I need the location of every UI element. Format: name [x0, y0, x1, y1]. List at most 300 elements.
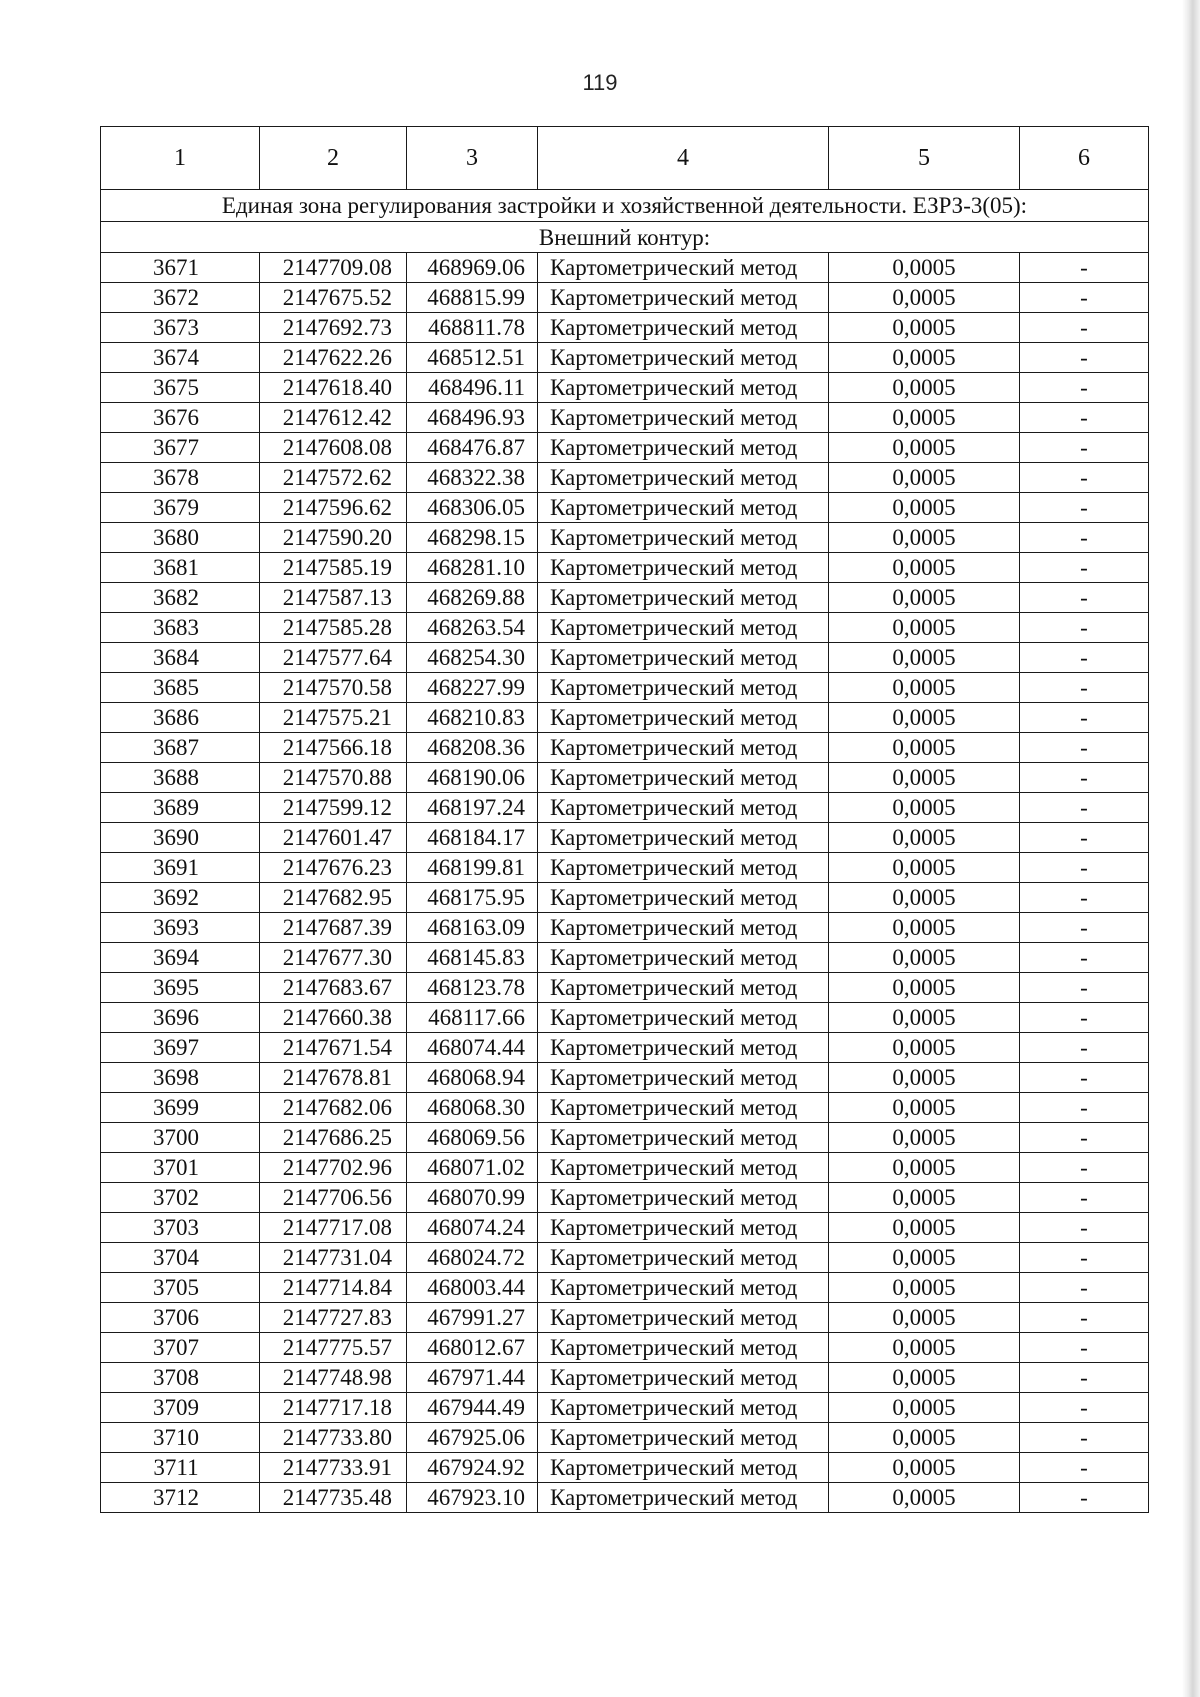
method-cell: Картометрический метод	[538, 283, 829, 313]
note-cell: -	[1020, 313, 1149, 343]
table-row	[101, 763, 1149, 793]
scanned-page-edge	[1182, 0, 1200, 1697]
table-row	[101, 1423, 1149, 1453]
accuracy-cell: 0,0005	[829, 1093, 1020, 1123]
point-number-cell: 3711	[101, 1453, 260, 1483]
note-cell: -	[1020, 1393, 1149, 1423]
point-number-cell: 3708	[101, 1363, 260, 1393]
y-coordinate-cell: 468123.78	[407, 973, 538, 1003]
x-coordinate-cell: 2147676.23	[260, 853, 407, 883]
note-cell: -	[1020, 1243, 1149, 1273]
x-coordinate-cell: 2147775.57	[260, 1333, 407, 1363]
note-cell: -	[1020, 673, 1149, 703]
note-cell: -	[1020, 613, 1149, 643]
note-cell: -	[1020, 643, 1149, 673]
x-coordinate-cell: 2147622.26	[260, 343, 407, 373]
method-cell: Картометрический метод	[538, 1423, 829, 1453]
note-cell: -	[1020, 1423, 1149, 1453]
method-cell: Картометрический метод	[538, 1273, 829, 1303]
point-number-cell: 3709	[101, 1393, 260, 1423]
accuracy-cell: 0,0005	[829, 793, 1020, 823]
note-cell: -	[1020, 1483, 1149, 1513]
accuracy-cell: 0,0005	[829, 463, 1020, 493]
point-number-cell: 3673	[101, 313, 260, 343]
accuracy-cell: 0,0005	[829, 373, 1020, 403]
note-cell: -	[1020, 403, 1149, 433]
note-cell: -	[1020, 583, 1149, 613]
method-cell: Картометрический метод	[538, 253, 829, 283]
accuracy-cell: 0,0005	[829, 703, 1020, 733]
note-cell: -	[1020, 343, 1149, 373]
coordinates-table	[100, 126, 1149, 1513]
y-coordinate-cell: 468068.94	[407, 1063, 538, 1093]
header-cell-1: 1	[101, 127, 260, 190]
method-cell: Картометрический метод	[538, 343, 829, 373]
y-coordinate-cell: 468070.99	[407, 1183, 538, 1213]
point-number-cell: 3702	[101, 1183, 260, 1213]
method-cell: Картометрический метод	[538, 313, 829, 343]
point-number-cell: 3710	[101, 1423, 260, 1453]
note-cell: -	[1020, 253, 1149, 283]
x-coordinate-cell: 2147727.83	[260, 1303, 407, 1333]
point-number-cell: 3675	[101, 373, 260, 403]
accuracy-cell: 0,0005	[829, 1423, 1020, 1453]
y-coordinate-cell: 468210.83	[407, 703, 538, 733]
table-row	[101, 1363, 1149, 1393]
x-coordinate-cell: 2147585.19	[260, 553, 407, 583]
note-cell: -	[1020, 853, 1149, 883]
note-cell: -	[1020, 763, 1149, 793]
x-coordinate-cell: 2147660.38	[260, 1003, 407, 1033]
note-cell: -	[1020, 823, 1149, 853]
x-coordinate-cell: 2147572.62	[260, 463, 407, 493]
note-cell: -	[1020, 1453, 1149, 1483]
accuracy-cell: 0,0005	[829, 643, 1020, 673]
method-cell: Картометрический метод	[538, 1213, 829, 1243]
accuracy-cell: 0,0005	[829, 853, 1020, 883]
method-cell: Картометрический метод	[538, 613, 829, 643]
x-coordinate-cell: 2147601.47	[260, 823, 407, 853]
point-number-cell: 3691	[101, 853, 260, 883]
method-cell: Картометрический метод	[538, 1093, 829, 1123]
point-number-cell: 3694	[101, 943, 260, 973]
point-number-cell: 3693	[101, 913, 260, 943]
x-coordinate-cell: 2147566.18	[260, 733, 407, 763]
accuracy-cell: 0,0005	[829, 433, 1020, 463]
accuracy-cell: 0,0005	[829, 913, 1020, 943]
note-cell: -	[1020, 883, 1149, 913]
table-row	[101, 913, 1149, 943]
point-number-cell: 3698	[101, 1063, 260, 1093]
y-coordinate-cell: 468476.87	[407, 433, 538, 463]
method-cell: Картометрический метод	[538, 1483, 829, 1513]
x-coordinate-cell: 2147585.28	[260, 613, 407, 643]
point-number-cell: 3706	[101, 1303, 260, 1333]
method-cell: Картометрический метод	[538, 1303, 829, 1333]
note-cell: -	[1020, 1183, 1149, 1213]
accuracy-cell: 0,0005	[829, 1243, 1020, 1273]
method-cell: Картометрический метод	[538, 1363, 829, 1393]
accuracy-cell: 0,0005	[829, 313, 1020, 343]
method-cell: Картометрический метод	[538, 643, 829, 673]
point-number-cell: 3682	[101, 583, 260, 613]
y-coordinate-cell: 467925.06	[407, 1423, 538, 1453]
accuracy-cell: 0,0005	[829, 253, 1020, 283]
table-row	[101, 853, 1149, 883]
table-row	[101, 583, 1149, 613]
table-row	[101, 883, 1149, 913]
accuracy-cell: 0,0005	[829, 1063, 1020, 1093]
point-number-cell: 3712	[101, 1483, 260, 1513]
y-coordinate-cell: 468197.24	[407, 793, 538, 823]
table-row	[101, 1303, 1149, 1333]
accuracy-cell: 0,0005	[829, 1003, 1020, 1033]
table-row	[101, 343, 1149, 373]
accuracy-cell: 0,0005	[829, 673, 1020, 703]
accuracy-cell: 0,0005	[829, 733, 1020, 763]
x-coordinate-cell: 2147677.30	[260, 943, 407, 973]
y-coordinate-cell: 468199.81	[407, 853, 538, 883]
method-cell: Картометрический метод	[538, 1243, 829, 1273]
y-coordinate-cell: 468269.88	[407, 583, 538, 613]
y-coordinate-cell: 468496.93	[407, 403, 538, 433]
x-coordinate-cell: 2147733.80	[260, 1423, 407, 1453]
method-cell: Картометрический метод	[538, 793, 829, 823]
method-cell: Картометрический метод	[538, 523, 829, 553]
y-coordinate-cell: 468074.44	[407, 1033, 538, 1063]
zone-title-row	[101, 190, 1149, 222]
table-row	[101, 793, 1149, 823]
y-coordinate-cell: 468298.15	[407, 523, 538, 553]
y-coordinate-cell: 468012.67	[407, 1333, 538, 1363]
table-row	[101, 613, 1149, 643]
y-coordinate-cell: 468512.51	[407, 343, 538, 373]
contour-title: Внешний контур:	[101, 222, 1149, 253]
point-number-cell: 3678	[101, 463, 260, 493]
y-coordinate-cell: 468322.38	[407, 463, 538, 493]
zone-title: Единая зона регулирования застройки и хозяйственной деятельности. ЕЗРЗ-3(05):	[101, 190, 1149, 222]
x-coordinate-cell: 2147587.13	[260, 583, 407, 613]
x-coordinate-cell: 2147683.67	[260, 973, 407, 1003]
method-cell: Картометрический метод	[538, 1063, 829, 1093]
x-coordinate-cell: 2147733.91	[260, 1453, 407, 1483]
table-row	[101, 1453, 1149, 1483]
note-cell: -	[1020, 1033, 1149, 1063]
point-number-cell: 3671	[101, 253, 260, 283]
y-coordinate-cell: 468184.17	[407, 823, 538, 853]
x-coordinate-cell: 2147612.42	[260, 403, 407, 433]
table-row	[101, 1033, 1149, 1063]
note-cell: -	[1020, 553, 1149, 583]
table-row	[101, 733, 1149, 763]
point-number-cell: 3679	[101, 493, 260, 523]
method-cell: Картометрический метод	[538, 1183, 829, 1213]
note-cell: -	[1020, 913, 1149, 943]
point-number-cell: 3701	[101, 1153, 260, 1183]
table-row	[101, 1063, 1149, 1093]
note-cell: -	[1020, 1273, 1149, 1303]
note-cell: -	[1020, 1153, 1149, 1183]
method-cell: Картометрический метод	[538, 883, 829, 913]
note-cell: -	[1020, 1003, 1149, 1033]
point-number-cell: 3692	[101, 883, 260, 913]
y-coordinate-cell: 468281.10	[407, 553, 538, 583]
x-coordinate-cell: 2147709.08	[260, 253, 407, 283]
note-cell: -	[1020, 1333, 1149, 1363]
table-row	[101, 1003, 1149, 1033]
method-cell: Картометрический метод	[538, 583, 829, 613]
table-row	[101, 673, 1149, 703]
note-cell: -	[1020, 1363, 1149, 1393]
accuracy-cell: 0,0005	[829, 1273, 1020, 1303]
table-row	[101, 553, 1149, 583]
table-row	[101, 1213, 1149, 1243]
table-row	[101, 433, 1149, 463]
accuracy-cell: 0,0005	[829, 1303, 1020, 1333]
table-row	[101, 373, 1149, 403]
accuracy-cell: 0,0005	[829, 553, 1020, 583]
table-row	[101, 1153, 1149, 1183]
accuracy-cell: 0,0005	[829, 283, 1020, 313]
note-cell: -	[1020, 973, 1149, 1003]
x-coordinate-cell: 2147577.64	[260, 643, 407, 673]
table-row	[101, 643, 1149, 673]
x-coordinate-cell: 2147570.88	[260, 763, 407, 793]
y-coordinate-cell: 468263.54	[407, 613, 538, 643]
point-number-cell: 3676	[101, 403, 260, 433]
x-coordinate-cell: 2147706.56	[260, 1183, 407, 1213]
accuracy-cell: 0,0005	[829, 583, 1020, 613]
y-coordinate-cell: 468074.24	[407, 1213, 538, 1243]
method-cell: Картометрический метод	[538, 1153, 829, 1183]
x-coordinate-cell: 2147671.54	[260, 1033, 407, 1063]
x-coordinate-cell: 2147682.06	[260, 1093, 407, 1123]
method-cell: Картометрический метод	[538, 703, 829, 733]
point-number-cell: 3687	[101, 733, 260, 763]
y-coordinate-cell: 468175.95	[407, 883, 538, 913]
header-cell-6: 6	[1020, 127, 1149, 190]
y-coordinate-cell: 468145.83	[407, 943, 538, 973]
header-cell-3: 3	[407, 127, 538, 190]
note-cell: -	[1020, 943, 1149, 973]
accuracy-cell: 0,0005	[829, 973, 1020, 1003]
table-row	[101, 1483, 1149, 1513]
header-cell-4: 4	[538, 127, 829, 190]
method-cell: Картометрический метод	[538, 553, 829, 583]
x-coordinate-cell: 2147717.08	[260, 1213, 407, 1243]
accuracy-cell: 0,0005	[829, 1213, 1020, 1243]
method-cell: Картометрический метод	[538, 1003, 829, 1033]
point-number-cell: 3680	[101, 523, 260, 553]
point-number-cell: 3697	[101, 1033, 260, 1063]
accuracy-cell: 0,0005	[829, 523, 1020, 553]
accuracy-cell: 0,0005	[829, 1483, 1020, 1513]
y-coordinate-cell: 468496.11	[407, 373, 538, 403]
table-row	[101, 703, 1149, 733]
table-row	[101, 1273, 1149, 1303]
note-cell: -	[1020, 463, 1149, 493]
accuracy-cell: 0,0005	[829, 1153, 1020, 1183]
note-cell: -	[1020, 1123, 1149, 1153]
table-row	[101, 1123, 1149, 1153]
x-coordinate-cell: 2147675.52	[260, 283, 407, 313]
y-coordinate-cell: 468068.30	[407, 1093, 538, 1123]
header-row	[101, 127, 1149, 190]
note-cell: -	[1020, 793, 1149, 823]
y-coordinate-cell: 468815.99	[407, 283, 538, 313]
y-coordinate-cell: 468163.09	[407, 913, 538, 943]
accuracy-cell: 0,0005	[829, 1033, 1020, 1063]
accuracy-cell: 0,0005	[829, 403, 1020, 433]
y-coordinate-cell: 467944.49	[407, 1393, 538, 1423]
accuracy-cell: 0,0005	[829, 823, 1020, 853]
point-number-cell: 3672	[101, 283, 260, 313]
accuracy-cell: 0,0005	[829, 1393, 1020, 1423]
x-coordinate-cell: 2147599.12	[260, 793, 407, 823]
point-number-cell: 3689	[101, 793, 260, 823]
x-coordinate-cell: 2147596.62	[260, 493, 407, 523]
note-cell: -	[1020, 523, 1149, 553]
point-number-cell: 3705	[101, 1273, 260, 1303]
header-cell-2: 2	[260, 127, 407, 190]
method-cell: Картометрический метод	[538, 1393, 829, 1423]
point-number-cell: 3684	[101, 643, 260, 673]
x-coordinate-cell: 2147717.18	[260, 1393, 407, 1423]
method-cell: Картометрический метод	[538, 913, 829, 943]
method-cell: Картометрический метод	[538, 433, 829, 463]
method-cell: Картометрический метод	[538, 763, 829, 793]
x-coordinate-cell: 2147590.20	[260, 523, 407, 553]
x-coordinate-cell: 2147692.73	[260, 313, 407, 343]
accuracy-cell: 0,0005	[829, 493, 1020, 523]
method-cell: Картометрический метод	[538, 373, 829, 403]
y-coordinate-cell: 468811.78	[407, 313, 538, 343]
table-row	[101, 403, 1149, 433]
coordinates-table-body	[101, 127, 1149, 1513]
table-row	[101, 253, 1149, 283]
accuracy-cell: 0,0005	[829, 613, 1020, 643]
y-coordinate-cell: 468208.36	[407, 733, 538, 763]
accuracy-cell: 0,0005	[829, 883, 1020, 913]
method-cell: Картометрический метод	[538, 673, 829, 703]
x-coordinate-cell: 2147748.98	[260, 1363, 407, 1393]
point-number-cell: 3703	[101, 1213, 260, 1243]
y-coordinate-cell: 468190.06	[407, 763, 538, 793]
point-number-cell: 3699	[101, 1093, 260, 1123]
y-coordinate-cell: 468227.99	[407, 673, 538, 703]
point-number-cell: 3700	[101, 1123, 260, 1153]
note-cell: -	[1020, 1063, 1149, 1093]
note-cell: -	[1020, 1093, 1149, 1123]
x-coordinate-cell: 2147686.25	[260, 1123, 407, 1153]
method-cell: Картометрический метод	[538, 733, 829, 763]
y-coordinate-cell: 468071.02	[407, 1153, 538, 1183]
point-number-cell: 3674	[101, 343, 260, 373]
table-row	[101, 1093, 1149, 1123]
y-coordinate-cell: 468969.06	[407, 253, 538, 283]
y-coordinate-cell: 468254.30	[407, 643, 538, 673]
point-number-cell: 3690	[101, 823, 260, 853]
note-cell: -	[1020, 493, 1149, 523]
x-coordinate-cell: 2147570.58	[260, 673, 407, 703]
y-coordinate-cell: 467991.27	[407, 1303, 538, 1333]
page-number: 119	[582, 70, 618, 95]
method-cell: Картометрический метод	[538, 973, 829, 1003]
method-cell: Картометрический метод	[538, 853, 829, 883]
y-coordinate-cell: 468069.56	[407, 1123, 538, 1153]
method-cell: Картометрический метод	[538, 1033, 829, 1063]
table-row	[101, 1183, 1149, 1213]
method-cell: Картометрический метод	[538, 823, 829, 853]
x-coordinate-cell: 2147714.84	[260, 1273, 407, 1303]
accuracy-cell: 0,0005	[829, 343, 1020, 373]
x-coordinate-cell: 2147575.21	[260, 703, 407, 733]
x-coordinate-cell: 2147702.96	[260, 1153, 407, 1183]
note-cell: -	[1020, 703, 1149, 733]
x-coordinate-cell: 2147608.08	[260, 433, 407, 463]
table-row	[101, 1243, 1149, 1273]
table-row	[101, 313, 1149, 343]
accuracy-cell: 0,0005	[829, 943, 1020, 973]
y-coordinate-cell: 468306.05	[407, 493, 538, 523]
table-row	[101, 463, 1149, 493]
method-cell: Картометрический метод	[538, 1123, 829, 1153]
accuracy-cell: 0,0005	[829, 1183, 1020, 1213]
accuracy-cell: 0,0005	[829, 1123, 1020, 1153]
point-number-cell: 3681	[101, 553, 260, 583]
contour-title-row	[101, 222, 1149, 253]
method-cell: Картометрический метод	[538, 1333, 829, 1363]
note-cell: -	[1020, 1213, 1149, 1243]
method-cell: Картометрический метод	[538, 493, 829, 523]
note-cell: -	[1020, 433, 1149, 463]
y-coordinate-cell: 468117.66	[407, 1003, 538, 1033]
accuracy-cell: 0,0005	[829, 1363, 1020, 1393]
point-number-cell: 3707	[101, 1333, 260, 1363]
table-row	[101, 283, 1149, 313]
table-row	[101, 1333, 1149, 1363]
accuracy-cell: 0,0005	[829, 1333, 1020, 1363]
x-coordinate-cell: 2147678.81	[260, 1063, 407, 1093]
note-cell: -	[1020, 283, 1149, 313]
y-coordinate-cell: 468024.72	[407, 1243, 538, 1273]
x-coordinate-cell: 2147682.95	[260, 883, 407, 913]
table-row	[101, 523, 1149, 553]
x-coordinate-cell: 2147618.40	[260, 373, 407, 403]
point-number-cell: 3683	[101, 613, 260, 643]
method-cell: Картометрический метод	[538, 463, 829, 493]
table-row	[101, 973, 1149, 1003]
point-number-cell: 3696	[101, 1003, 260, 1033]
accuracy-cell: 0,0005	[829, 763, 1020, 793]
y-coordinate-cell: 467923.10	[407, 1483, 538, 1513]
x-coordinate-cell: 2147735.48	[260, 1483, 407, 1513]
accuracy-cell: 0,0005	[829, 1453, 1020, 1483]
method-cell: Картометрический метод	[538, 403, 829, 433]
point-number-cell: 3704	[101, 1243, 260, 1273]
point-number-cell: 3685	[101, 673, 260, 703]
table-row	[101, 823, 1149, 853]
x-coordinate-cell: 2147687.39	[260, 913, 407, 943]
method-cell: Картометрический метод	[538, 943, 829, 973]
point-number-cell: 3695	[101, 973, 260, 1003]
point-number-cell: 3677	[101, 433, 260, 463]
table-row	[101, 493, 1149, 523]
note-cell: -	[1020, 1303, 1149, 1333]
y-coordinate-cell: 468003.44	[407, 1273, 538, 1303]
x-coordinate-cell: 2147731.04	[260, 1243, 407, 1273]
point-number-cell: 3686	[101, 703, 260, 733]
